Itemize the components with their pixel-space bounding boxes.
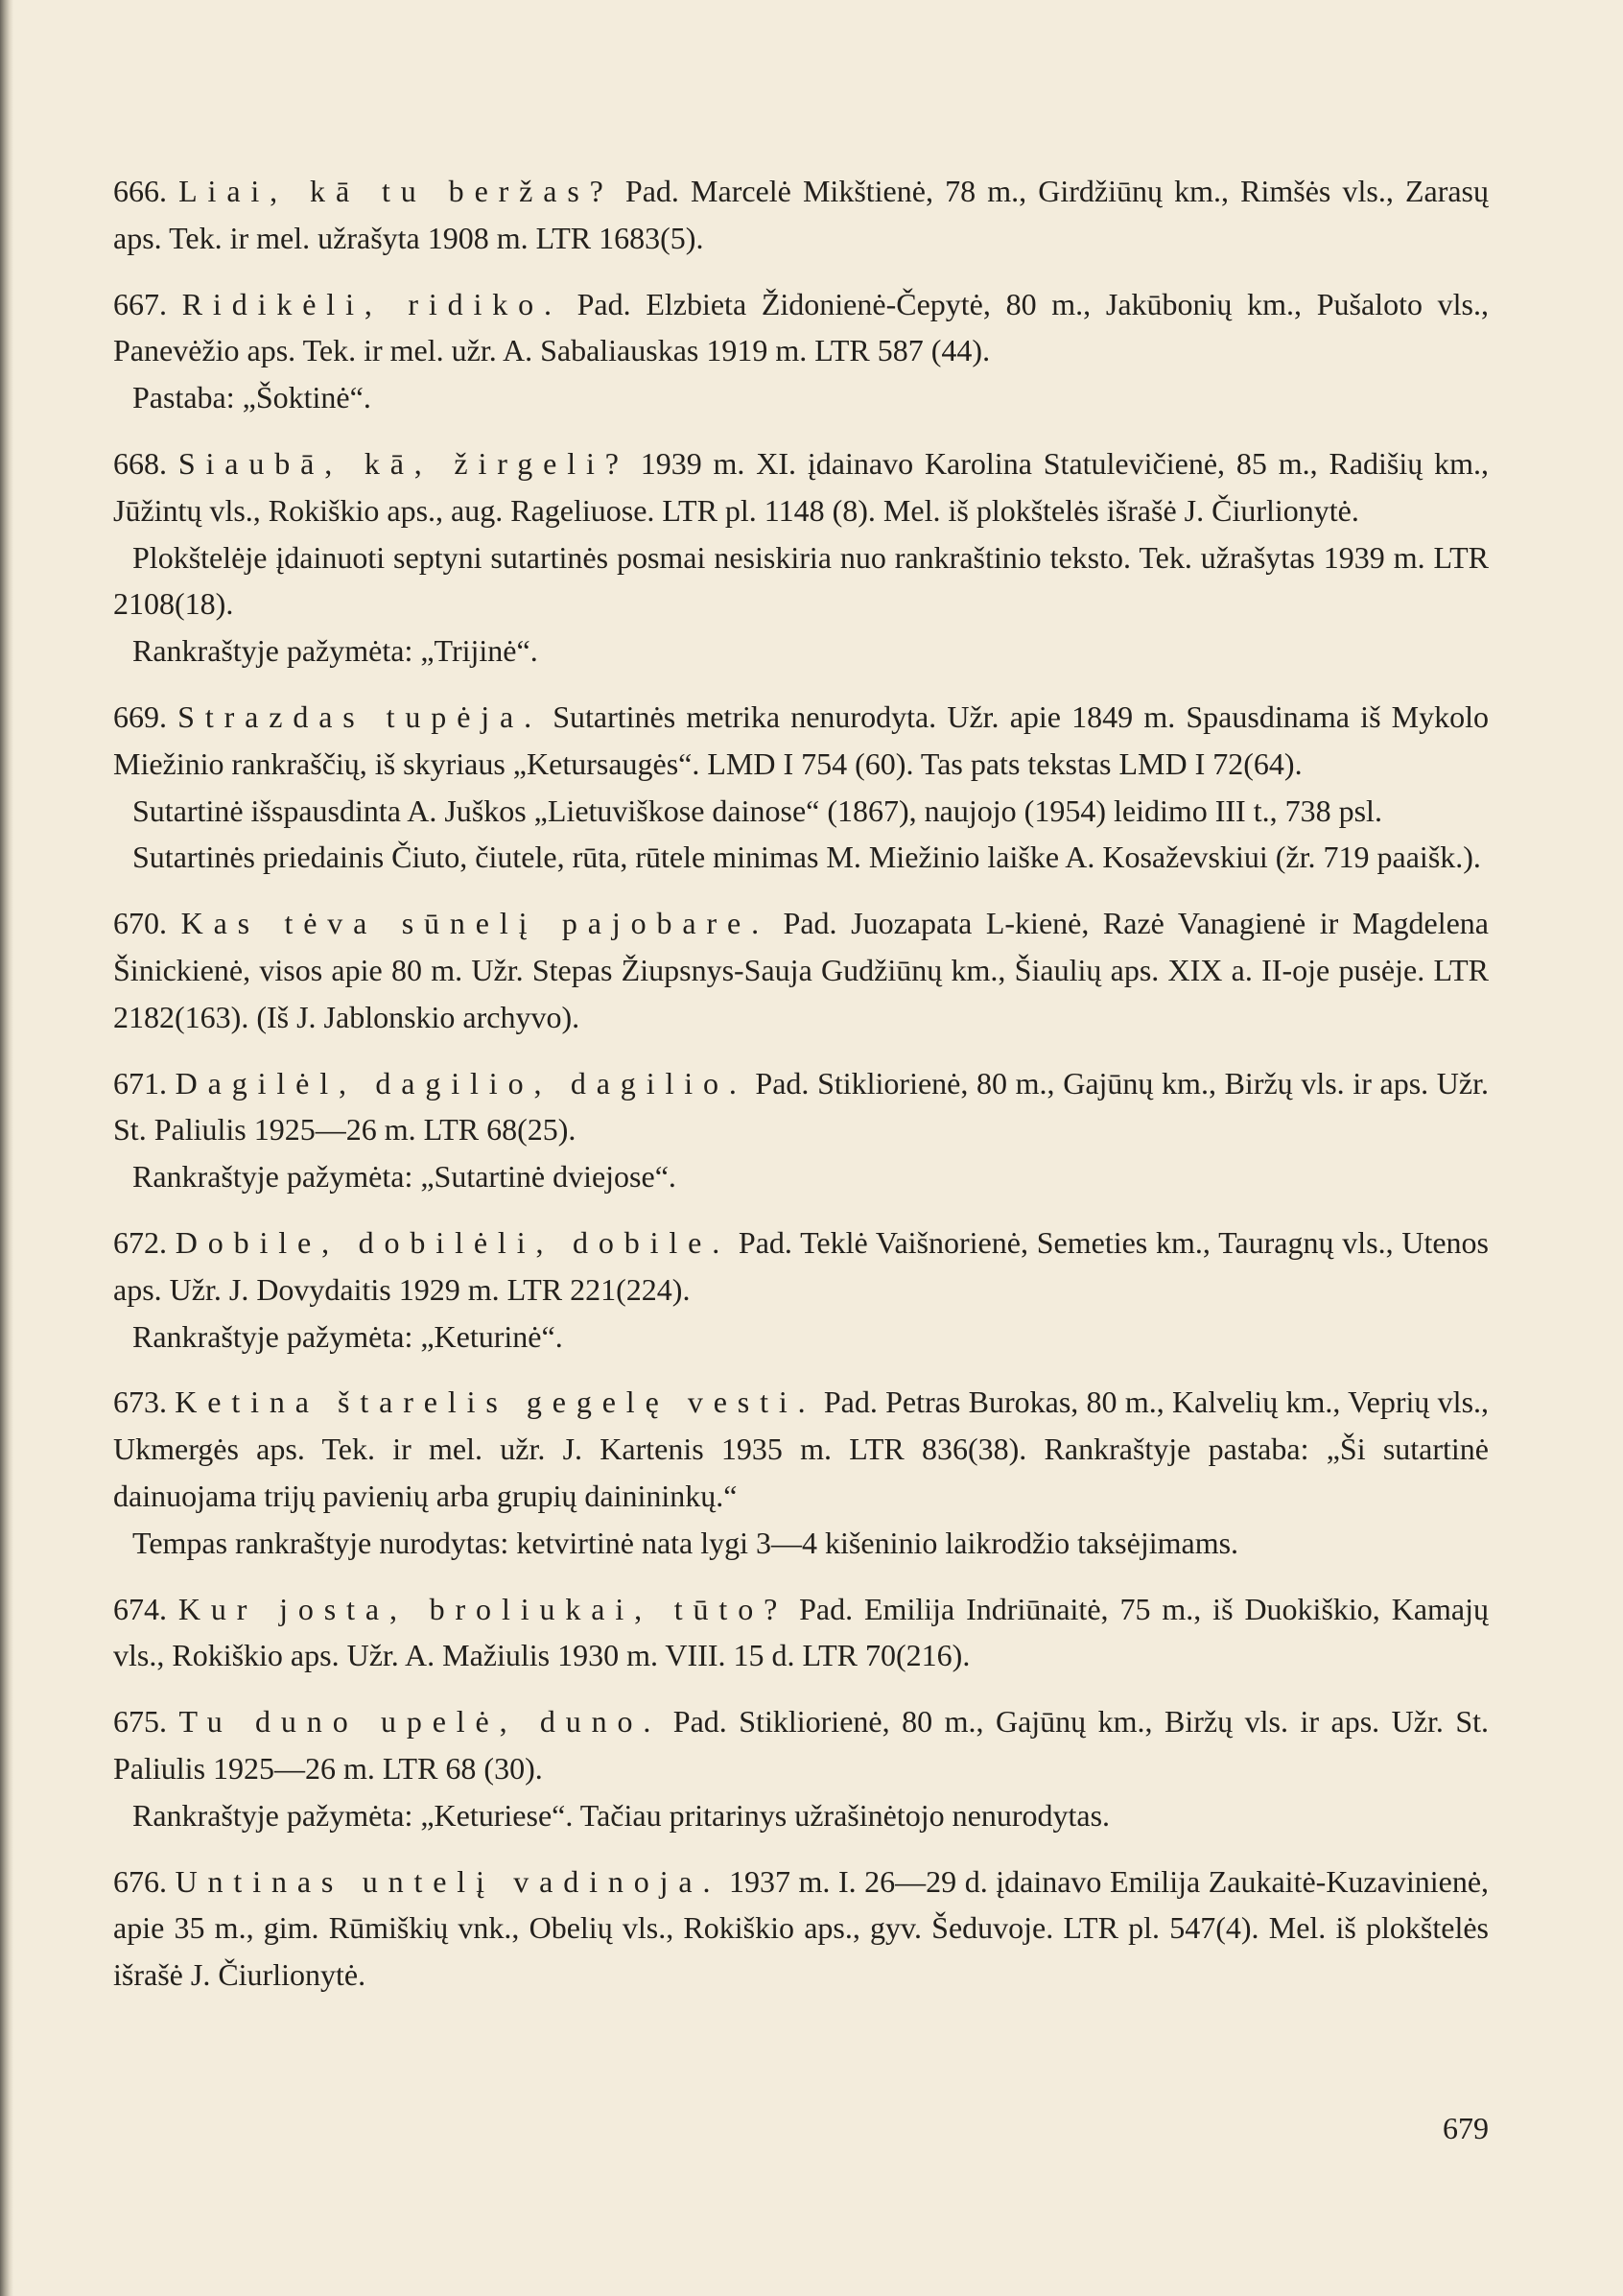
entry-title: Siaubā, kā, žirgeli? xyxy=(177,445,629,481)
entry-note: Rankraštyje pažymėta: „Sutartinė dviejose“. xyxy=(132,1159,676,1195)
entry-number: 675. xyxy=(113,1704,167,1740)
entry-title: Ridikėli, ridiko. xyxy=(181,286,562,321)
entry-671 xyxy=(113,1060,1489,1200)
entry-title: Ketina štarelis gegelę vesti. xyxy=(175,1385,816,1420)
entry-body: Sutartinės metrika nenurodyta. Užr. apie 1849 m. Spausdinama iš Mykolo Miežinio rankraščių, iš skyriaus „Ketursaugės“. LMD I 754 (60). Tas pats tekstas LMD I 72(64). xyxy=(113,698,1490,781)
entry-body: Pad. Petras Burokas, 80 m., Kalvelių km., Veprių vls., Ukmergės aps. Tek. ir mel. užr. J. Kartenis 1935 m. LTR 836(38). Rankraštyje pastaba: „Ši sutartinė dainuojama trijų pavienių arba grupių dainininkų.“ xyxy=(113,1385,1490,1513)
entry-number: 669. xyxy=(113,698,167,734)
entry-676 xyxy=(113,1858,1489,1999)
entry-body: 1937 m. I. 26—29 d. įdainavo Emilija Zaukaitė-Kuzavinienė, apie 35 m., gim. Rūmiškių vnk., Obelių vls., Rokiškio aps., gyv. Šeduvoje. LTR pl. 547(4). Mel. iš plokštelės išrašė J. Čiurlionytė. xyxy=(113,1863,1490,1993)
entry-note: Sutartinės priedainis Čiuto, čiutele, rūta, rūtele minimas M. Miežinio laiške A. Kosaževskiui (žr. 719 paaišk.). xyxy=(132,840,1481,875)
entry-paragraph xyxy=(113,440,1489,534)
entry-note: Pastaba: „Šoktinė“. xyxy=(132,380,371,415)
entry-669 xyxy=(113,694,1489,881)
entry-number: 674. xyxy=(113,1591,167,1626)
entry-667 xyxy=(113,281,1489,421)
entry-body: Pad. Stikliorienė, 80 m., Gajūnų km., Biržų vls. ir aps. Užr. St. Paliulis 1925—26 m. LTR 68 (30). xyxy=(113,1704,1490,1786)
entry-paragraph xyxy=(113,1698,1489,1792)
entry-title: Kas tėva sūnelį pajobare. xyxy=(180,906,769,941)
entry-670 xyxy=(113,900,1489,1040)
entry-note: Rankraštyje pažymėta: „Trijinė“. xyxy=(132,633,538,669)
entry-body: Pad. Teklė Vaišnorienė, Semeties km., Tauragnų vls., Utenos aps. Užr. J. Dovydaitis 1929 m. LTR 221(224). xyxy=(113,1224,1489,1307)
entry-paragraph xyxy=(113,1060,1489,1154)
entry-number: 670. xyxy=(113,906,167,941)
entry-668 xyxy=(113,440,1489,675)
entry-body: 1939 m. XI. įdainavo Karolina Statulevičienė, 85 m., Radišių km., Jūžintų vls., Rokiškio aps., aug. Rageliuose. LTR pl. 1148 (8). Mel. iš plokštelės išrašė J. Čiurlionytė. xyxy=(113,445,1490,528)
entry-number: 671. xyxy=(113,1065,167,1101)
entry-body: Pad. Marcelė Mikštienė, 78 m., Girdžiūnų km., Rimšės vls., Zarasų aps. Tek. ir mel. užrašyta 1908 m. LTR 1683(5). xyxy=(113,174,1489,255)
entry-title: Liai, kā tu beržas? xyxy=(178,174,614,208)
entry-title: Untinas untelį vadinoja. xyxy=(175,1863,721,1899)
entry-673 xyxy=(113,1379,1489,1566)
entry-674 xyxy=(113,1586,1489,1680)
entry-title: Tu duno upelė, duno. xyxy=(178,1704,662,1740)
entry-number: 673. xyxy=(113,1385,167,1420)
entry-paragraph xyxy=(113,168,1489,262)
entry-number: 668. xyxy=(113,445,167,481)
entry-note: Sutartinė išspausdinta A. Juškos „Lietuviškose dainose“ (1867), naujojo (1954) leidimo III t., 738 psl. xyxy=(132,793,1382,828)
entry-note: Rankraštyje pažymėta: „Keturinė“. xyxy=(132,1318,563,1354)
entry-number: 667. xyxy=(113,286,167,321)
entry-note: Tempas rankraštyje nurodytas: ketvirtinė nata lygi 3—4 kišeninio laikrodžio taksėjimams. xyxy=(132,1525,1239,1560)
entry-title: Dobile, dobilėli, dobile. xyxy=(175,1224,731,1260)
entry-672 xyxy=(113,1219,1489,1360)
page-number: 679 xyxy=(1443,2111,1489,2145)
entry-paragraph xyxy=(113,281,1489,375)
entry-body: Pad. Juozapata L-kienė, Razė Vanagienė ir Magdelena Šinickienė, visos apie 80 m. Užr. Stepas Žiupsnys-Sauja Gudžiūnų km., Šiaulių aps. XIX a. II-oje pusėje. LTR 2182(163). (Iš J. Jablonskio archyvo). xyxy=(113,906,1490,1034)
entry-paragraph xyxy=(113,1379,1489,1519)
entry-number: 676. xyxy=(113,1863,167,1899)
entry-paragraph xyxy=(113,1219,1489,1314)
entry-note: Plokštelėje įdainuoti septyni sutartinės posmai nesiskiria nuo rankraštinio teksto. Tek. užrašytas 1939 m. LTR 2108(18). xyxy=(113,539,1489,622)
entry-paragraph xyxy=(113,900,1489,1040)
entry-paragraph xyxy=(113,694,1489,788)
entry-paragraph xyxy=(113,1858,1489,1999)
entry-body: Pad. Stikliorienė, 80 m., Gajūnų km., Biržų vls. ir aps. Užr. St. Paliulis 1925—26 m. LTR 68(25). xyxy=(113,1065,1490,1148)
entry-body: Pad. Emilija Indriūnaitė, 75 m., iš Duokiškio, Kamajų vls., Rokiškio aps. Užr. A. Mažiulis 1930 m. VIII. 15 d. LTR 70(216). xyxy=(113,1591,1490,1673)
entry-675 xyxy=(113,1698,1489,1838)
entry-number: 666. xyxy=(113,174,167,208)
main-text xyxy=(113,168,1489,2018)
entry-title: Dagilėl, dagilio, dagilio. xyxy=(175,1065,747,1101)
entry-paragraph xyxy=(113,1586,1489,1680)
entry-title: Strazdas tupėja. xyxy=(177,698,543,734)
entry-number: 672. xyxy=(113,1224,167,1260)
entry-note: Rankraštyje pažymėta: „Keturiese“. Tačiau pritarinys užrašinėtojo nenurodytas. xyxy=(132,1797,1111,1833)
entry-666 xyxy=(113,168,1489,262)
page-edge xyxy=(0,0,13,2296)
entry-title: Kur josta, broliukai, tūto? xyxy=(177,1591,788,1626)
entry-body: Pad. Elzbieta Židonienė-Čepytė, 80 m., Jakūbonių km., Pušaloto vls., Panevėžio aps. Tek. ir mel. užr. A. Sabaliauskas 1919 m. LTR 587 (44). xyxy=(113,286,1490,368)
